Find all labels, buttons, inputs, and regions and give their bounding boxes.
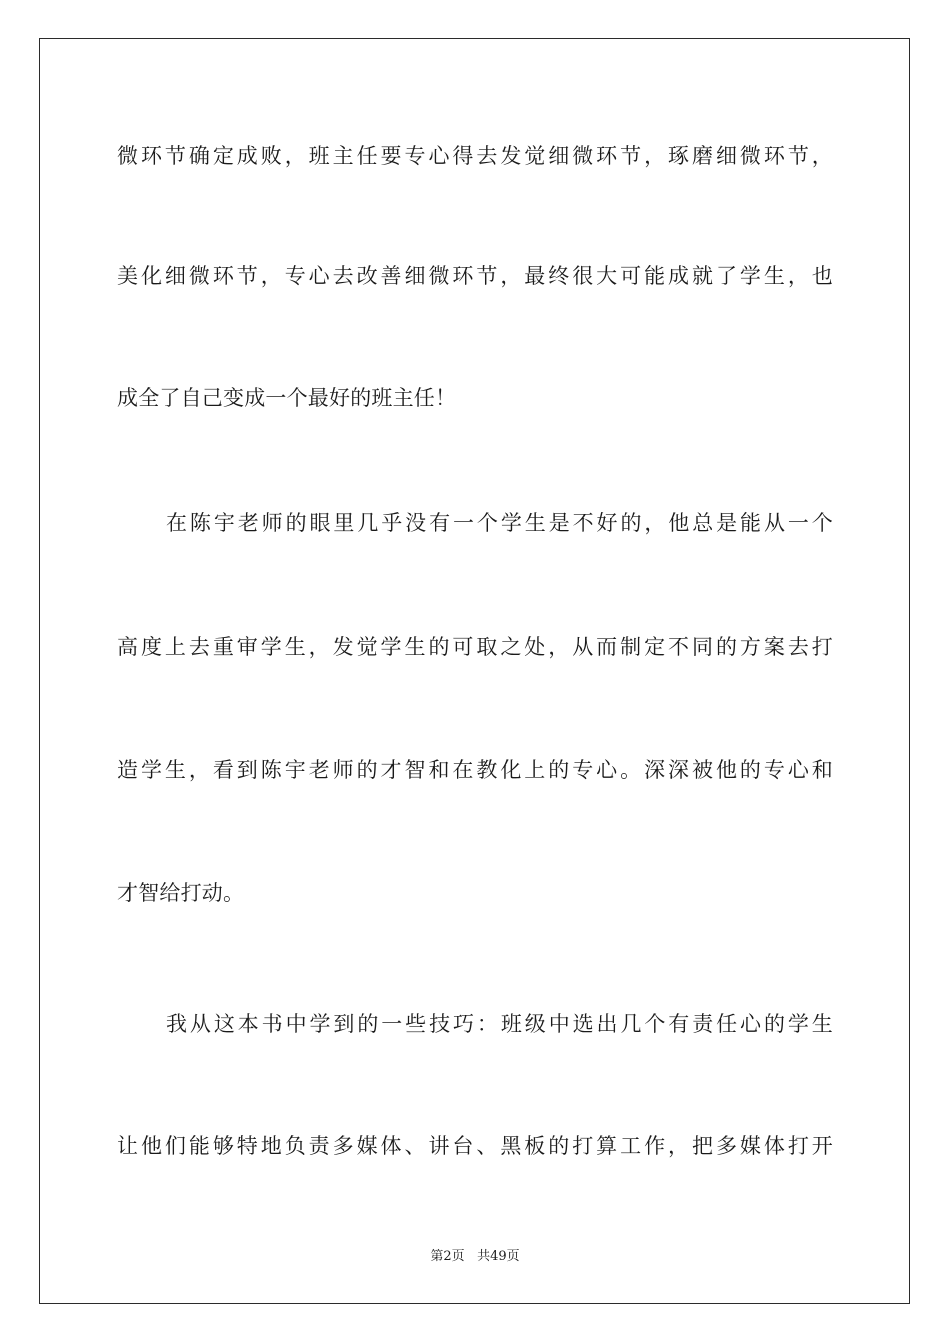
text-line-8: 我从这本书中学到的一些技巧：班级中选出几个有责任心的学生 xyxy=(166,1012,833,1036)
text-line-6: 造学生，看到陈宇老师的才智和在教化上的专心。深深被他的专心和 xyxy=(117,758,833,782)
text-line-2: 美化细微环节，专心去改善细微环节，最终很大可能成就了学生，也 xyxy=(117,264,833,288)
text-line-4: 在陈宇老师的眼里几乎没有一个学生是不好的，他总是能从一个 xyxy=(166,511,833,535)
text-line-9: 让他们能够特地负责多媒体、讲台、黑板的打算工作，把多媒体打开 xyxy=(117,1134,833,1158)
total-pages: 共49页 xyxy=(477,1249,520,1264)
text-line-1: 微环节确定成败，班主任要专心得去发觉细微环节，琢磨细微环节， xyxy=(117,144,833,168)
page-number: 第2页 xyxy=(430,1249,465,1264)
page-footer xyxy=(0,1248,950,1266)
text-line-3: 成全了自己变成一个最好的班主任！ xyxy=(117,386,457,410)
page-border xyxy=(39,38,910,1304)
text-line-5: 高度上去重审学生，发觉学生的可取之处，从而制定不同的方案去打 xyxy=(117,635,833,659)
text-line-7: 才智给打动。 xyxy=(117,881,245,905)
